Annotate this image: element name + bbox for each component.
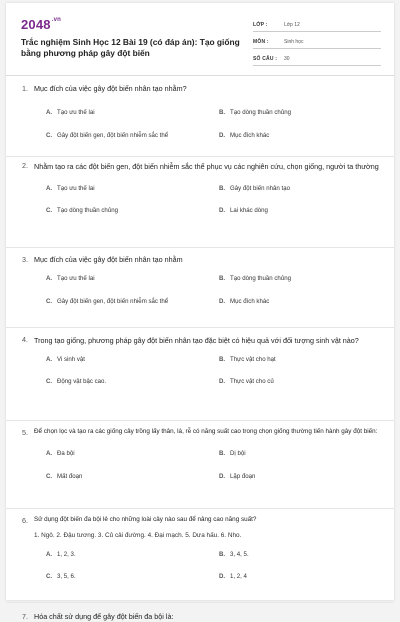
answer-option[interactable] bbox=[219, 109, 380, 117]
site-logo[interactable] bbox=[21, 17, 61, 32]
meta-row-count bbox=[253, 52, 381, 66]
answer-option[interactable] bbox=[219, 207, 380, 215]
question-item bbox=[6, 421, 394, 509]
answer-option[interactable] bbox=[46, 275, 219, 283]
answer-options bbox=[22, 185, 380, 215]
meta-key: SỐ CÂU : bbox=[253, 55, 278, 62]
answer-option[interactable] bbox=[219, 275, 380, 283]
meta-key: MÔN : bbox=[253, 38, 269, 45]
answer-option[interactable] bbox=[46, 551, 219, 559]
document-page bbox=[6, 3, 394, 621]
option-letter: A. bbox=[46, 450, 53, 457]
question-text: Hóa chất sử dụng để gây đột biến đa bội là: bbox=[34, 612, 174, 621]
header bbox=[6, 3, 394, 76]
option-text: Tạo ưu thế lai bbox=[57, 275, 95, 282]
option-letter: D. bbox=[219, 207, 226, 214]
option-letter: D. bbox=[219, 298, 226, 305]
question-header bbox=[22, 254, 380, 265]
option-text: Tạo dòng thuần chủng bbox=[230, 109, 291, 116]
question-text: Nhằm tạo ra các đột biến gen, đột biến nhiễm sắc thể phục vụ các nghiên cứu, chọn giống, người ta thường bbox=[34, 162, 379, 171]
option-letter: C. bbox=[46, 378, 53, 385]
question-item bbox=[6, 603, 394, 622]
meta-value: Sinh học bbox=[284, 38, 304, 45]
option-letter: B. bbox=[219, 450, 226, 457]
answer-option[interactable] bbox=[46, 450, 219, 458]
question-header bbox=[22, 83, 380, 94]
question-item bbox=[6, 248, 394, 328]
meta-row-class bbox=[253, 18, 381, 32]
question-header bbox=[22, 515, 380, 526]
option-letter: C. bbox=[46, 573, 53, 580]
answer-option[interactable] bbox=[46, 356, 219, 364]
option-text: Gây đột biến nhân tạo bbox=[230, 185, 290, 192]
question-number: 1. bbox=[22, 84, 28, 93]
question-list bbox=[6, 83, 394, 622]
answer-option[interactable] bbox=[46, 132, 219, 140]
option-letter: A. bbox=[46, 109, 53, 116]
answer-option[interactable] bbox=[219, 378, 380, 386]
question-number: 2. bbox=[22, 161, 28, 170]
meta-value: Lớp 12 bbox=[284, 21, 300, 28]
question-header bbox=[22, 611, 380, 622]
answer-option[interactable] bbox=[219, 132, 380, 140]
option-text: Động vật bậc cao. bbox=[57, 378, 107, 385]
answer-option[interactable] bbox=[219, 573, 380, 581]
answer-option[interactable] bbox=[46, 185, 219, 193]
meta-key: LỚP : bbox=[253, 21, 268, 28]
option-letter: D. bbox=[219, 378, 226, 385]
logo-main: 2048 bbox=[21, 17, 51, 32]
option-letter: A. bbox=[46, 185, 53, 192]
question-text: Trong tạo giống, phương pháp gây đột biến nhân tạo đặc biệt có hiệu quả với đối tượng sinh vật nào? bbox=[34, 336, 359, 345]
option-text: Vi sinh vật bbox=[57, 356, 86, 363]
option-letter: A. bbox=[46, 356, 53, 363]
answer-option[interactable] bbox=[46, 573, 219, 581]
question-item bbox=[6, 509, 394, 603]
question-header bbox=[22, 334, 380, 347]
option-letter: A. bbox=[46, 275, 53, 282]
answer-option[interactable] bbox=[46, 109, 219, 117]
question-text: Mục đích của việc gây đột biến nhân tạo nhằm? bbox=[34, 84, 187, 93]
option-text: 3, 4, 5. bbox=[230, 551, 249, 558]
option-text: Đa bội bbox=[57, 450, 75, 457]
option-letter: B. bbox=[219, 109, 226, 116]
option-text: Lặp đoạn bbox=[230, 473, 256, 480]
logo-suffix: .vn bbox=[51, 17, 62, 23]
answer-options bbox=[22, 109, 380, 140]
answer-option[interactable] bbox=[46, 207, 219, 215]
option-letter: C. bbox=[46, 132, 53, 139]
question-extra: 1. Ngô. 2. Đậu tương. 3. Củ cải đường. 4. Đại mạch. 5. Dưa hấu. 6. Nho. bbox=[34, 532, 242, 539]
question-text: Để chọn lọc và tạo ra các giống cây trồng lấy thân, lá, rễ có năng suất cao trong chọn giống thường tiến hành gây đột biến: bbox=[34, 428, 378, 435]
answer-option[interactable] bbox=[219, 450, 380, 458]
option-letter: C. bbox=[46, 298, 53, 305]
option-letter: B. bbox=[219, 551, 226, 558]
option-letter: D. bbox=[219, 132, 226, 139]
question-header bbox=[22, 160, 380, 173]
answer-options bbox=[22, 356, 380, 386]
option-letter: D. bbox=[219, 573, 226, 580]
question-text: Sử dụng đột biến đa bội lẻ cho những loài cây nào sau để nâng cao năng suất? bbox=[34, 516, 257, 523]
option-text: Gây đột biến gen, đột biến nhiễm sắc thể bbox=[57, 132, 169, 139]
question-item bbox=[6, 83, 394, 157]
option-text: Dị bội bbox=[230, 450, 246, 457]
option-letter: B. bbox=[219, 356, 226, 363]
question-number: 3. bbox=[22, 255, 28, 264]
question-header bbox=[22, 427, 380, 438]
answer-options bbox=[22, 275, 380, 306]
answer-option[interactable] bbox=[219, 356, 380, 364]
meta-value: 30 bbox=[284, 55, 290, 62]
option-text: Tạo ưu thế lai bbox=[57, 185, 95, 192]
option-text: 3, 5, 6. bbox=[57, 573, 76, 580]
option-text: Mục đích khác bbox=[230, 132, 270, 139]
option-letter: D. bbox=[219, 473, 226, 480]
option-text: Tạo dòng thuần chủng bbox=[230, 275, 291, 282]
option-text: Tạo ưu thế lai bbox=[57, 109, 95, 116]
question-item bbox=[6, 157, 394, 248]
option-letter: B. bbox=[219, 185, 226, 192]
answer-option[interactable] bbox=[46, 378, 219, 386]
option-letter: C. bbox=[46, 207, 53, 214]
option-letter: B. bbox=[219, 275, 226, 282]
answer-option[interactable] bbox=[46, 473, 219, 481]
option-text: Mục đích khác bbox=[230, 298, 270, 305]
option-text: Lai khác dòng bbox=[230, 207, 268, 214]
question-number: 6. bbox=[22, 516, 28, 525]
question-item bbox=[6, 328, 394, 421]
question-number: 7. bbox=[22, 612, 28, 621]
option-text: Tạo dòng thuần chủng bbox=[57, 207, 118, 214]
question-number: 5. bbox=[22, 428, 28, 437]
answer-options bbox=[22, 450, 380, 481]
answer-option[interactable] bbox=[219, 551, 380, 559]
answer-option[interactable] bbox=[219, 473, 380, 481]
option-text: Mất đoạn bbox=[57, 473, 83, 480]
meta-row-subject bbox=[253, 35, 381, 49]
page-title: Trắc nghiệm Sinh Học 12 Bài 19 (có đáp án): Tạo giống bằng phương pháp gây đột biến bbox=[21, 37, 240, 58]
header-divider bbox=[6, 75, 394, 76]
option-text: Gây đột biến gen, đột biến nhiễm sắc thể bbox=[57, 298, 169, 305]
option-letter: C. bbox=[46, 473, 53, 480]
answer-option[interactable] bbox=[219, 185, 380, 193]
question-number: 4. bbox=[22, 335, 28, 344]
answer-option[interactable] bbox=[46, 298, 219, 306]
option-text: Thực vật cho củ bbox=[230, 378, 274, 385]
answer-options bbox=[22, 551, 380, 581]
option-letter: A. bbox=[46, 551, 53, 558]
option-text: Thực vật cho hạt bbox=[230, 356, 276, 363]
question-text: Mục đích của việc gây đột biến nhân tạo nhằm bbox=[34, 255, 183, 264]
option-text: 1, 2, 4 bbox=[230, 573, 247, 580]
option-text: 1, 2, 3. bbox=[57, 551, 76, 558]
answer-option[interactable] bbox=[219, 298, 380, 306]
meta-info bbox=[253, 18, 381, 69]
